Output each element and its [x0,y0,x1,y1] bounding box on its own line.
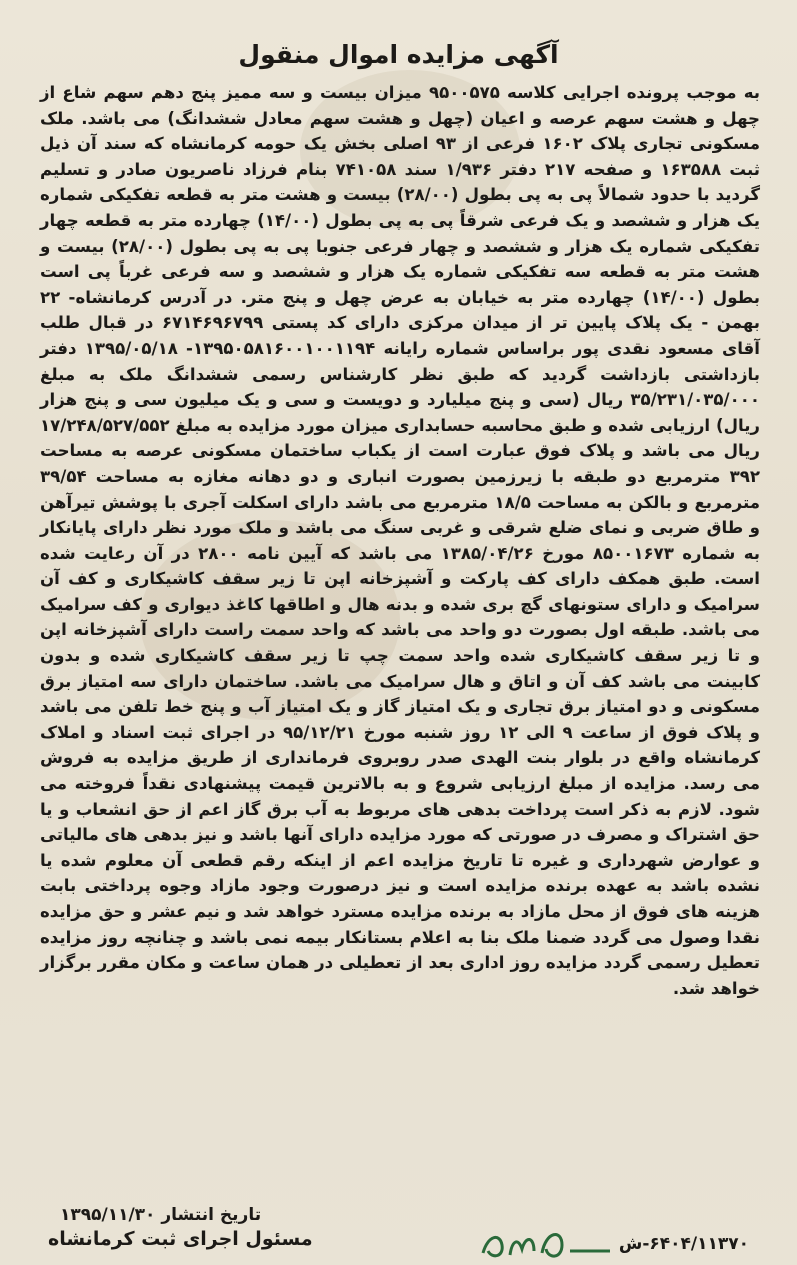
notice-body: به موجب پرونده اجرایی کلاسه ۹۵۰۰۵۷۵ میزان بیست و سه ممیز پنج دهم سهم شاع از چهل و هشت سهم عرصه و اعیان (چهل و هشت سهم معادل ششدانگ) می باشد. ملک مسکونی تجاری پلاک ۱۶۰۲ فرعی از ۹۳ اصلی بخش یک حومه کرمانشاه که سند آن ذیل ثبت ۱۶۳۵۸۸ و صفحه ۲۱۷ دفتر ۱/۹۳۶ سند ۷۴۱۰۵۸ بنام فرزاد ناصریون صادر و تسلیم گردید با حدود شمالاً پی به پی بطول (۲۸/۰۰) بیست و هشت متر به قطعه تفکیکی شماره یک هزار و ششصد و یک فرعی شرقاً پی به پی بطول (۱۴/۰۰) چهارده متر به قطعه چهار تفکیکی شماره یک هزار و ششصد و چهار فرعی جنوبا پی به پی بطول (۲۸/۰۰) بیست و هشت متر به قطعه سه تفکیکی شماره یک هزار و ششصد و سه فرعی غرباً پی است بطول (۱۴/۰۰) چهارده متر به خیابان به عرض چهل و پنج متر. در آدرس کرمانشاه- ۲۲ بهمن - یک پلاک پایین تر از میدان مرکزی دارای کد پستی ۶۷۱۴۶۹۶۷۹۹ در قبال طلب آقای مسعود نقدی پور براساس شماره رایانه ۱۳۹۵۰۵۸۱۶۰۰۱۰۰۱۱۹۴- ۱۳۹۵/۰۵/۱۸ دفتر بازداشتی بازداشت گردید که طبق نظر کارشناس رسمی ششدانگ ملک به مبلغ ۳۵/۲۳۱/۰۳۵/۰۰۰ ریال (سی و پنج میلیارد و دویست و سی و یک میلیون سی و پنج هزار ریال) ارزیابی شده و طبق محاسبه حسابداری میزان مورد مزایده به مبلغ ۱۷/۲۴۸/۵۲۷/۵۵۲ ریال می باشد و پلاک فوق عبارت است از یکباب ساختمان مسکونی عرصه به مساحت ۳۹۲ مترمربع دو طبقه با زیرزمین بصورت انباری و دو دهانه مغازه به مساحت ۳۹/۵۴ مترمربع و بالکن به مساحت ۱۸/۵ مترمربع می باشد دارای اسکلت آجری با پوشش تیرآهن و طاق ضربی و نمای ضلع شرقی و غربی سنگ می باشد و ملک مورد نظر دارای پایانکار به شماره ۸۵۰۰۱۶۷۳ مورخ ۱۳۸۵/۰۴/۲۶ می باشد که آیین نامه ۲۸۰۰ در آن رعایت شده است. طبق همکف دارای کف پارکت و آشپزخانه اپن تا زیر سقف کاشیکاری و کف آن سرامیک و دارای ستونهای گچ بری شده و بدنه هال و اطاقها کاغذ دیواری و کف سرامیک می باشد. طبقه اول بصورت دو واحد می باشد که واحد سمت راست دارای آشپزخانه اپن و تا زیر سقف کاشیکاری شده واحد سمت چپ تا زیر سقف کاشیکاری شده و بدون کابینت می باشد کف آن و اتاق و هال سرامیک می باشد. ساختمان دارای سه امتیاز برق مسکونی و دو امتیاز برق تجاری و یک امتیاز گاز و یک امتیاز آب و پنج خط تلفن می باشد و پلاک فوق از ساعت ۹ الی ۱۲ روز شنبه مورخ ۹۵/۱۲/۲۱ در اجرای ثبت اسناد و املاک کرمانشاه واقع در بلوار بنت الهدی صدر روبروی فرمانداری از طریق مزایده به فروش می رسد. مزایده از مبلغ ارزیابی شروع و به بالاترین قیمت پیشنهادی نقداً فروخته می شود. لازم به ذکر است پرداخت بدهی های مربوط به آب برق گاز اعم از حق انشعاب و یا حق اشتراک و مصرف در صورتی که مورد مزایده دارای آنها باشد و نیز بدهی های مالیاتی و عوارض شهرداری و غیره تا تاریخ مزایده اعم از اینکه رقم قطعی آن معلوم شده یا نشده باشد به عهده برنده مزایده است و نیز درصورت وجود مازاد وجوه پرداختی بابت هزینه های فوق از محل مازاد به برنده مزایده مسترد خواهد شد و نیم عشر و حق مزایده نقدا وصول می گردد ضمنا ملک بنا به اعلام بستانکار بیمه نمی باشد و چنانچه روز مزایده تعطیل رسمی گردد مزایده روز اداری بعد از تعطیلی در همان ساعت و مکان مقرر برگزار خواهد شد. [40,83,761,998]
issuing-office: مسئول اجرای ثبت کرمانشاه [48,1228,313,1250]
notice-title: آگهی مزایده اموال منقول [238,40,559,69]
publish-date: تاریخ انتشار ۱۳۹۵/۱۱/۳۰ [60,1205,262,1225]
notice-code: ۶۴۰۴/۱۱۳۷۰-ش [618,1234,749,1254]
handwritten-mark-icon [478,1215,618,1265]
